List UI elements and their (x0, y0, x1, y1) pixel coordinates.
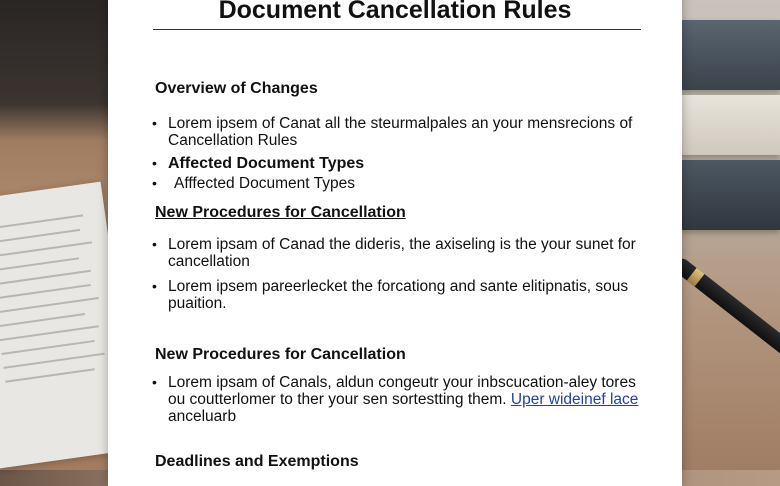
section-heading-deadlines: Deadlines and Exemptions (155, 453, 359, 470)
document-page (108, 0, 682, 486)
inline-link[interactable]: Uper wideinef lace (510, 391, 639, 408)
bullet-icon: • (152, 236, 157, 252)
list-item: • Lorem ipsam of Canals, aldun congeutr your inbscucation-aley tores ou coutterlomer to ther your sen sortestting them. Uper wideinef lace anceluarb (152, 374, 639, 425)
list-item: • Lorem ipsem of Canat all the steurmalpales an your mensrecions of Cancellation Rules (152, 115, 633, 149)
list-item: • Afffected Document Types (152, 175, 355, 192)
fountain-pen-icon (671, 256, 780, 361)
list-item: • Lorem ipsem pareerlecket the forcationg and sante elitipnatis, sous puaition. (152, 278, 629, 312)
bullet-icon: • (152, 115, 157, 131)
document-title: Document Cancellation Rules (218, 0, 572, 24)
section-heading-new-procedures: New Procedures for Cancellation (155, 204, 406, 221)
list-item: • Affected Document Types (152, 155, 365, 172)
background-desk-right (680, 0, 780, 470)
bullet-icon: • (152, 278, 157, 294)
bullet-icon: • (152, 155, 157, 171)
background-book (680, 95, 780, 155)
bullet-icon: • (152, 175, 157, 191)
bullet-icon: • (152, 374, 157, 390)
background-book (680, 20, 780, 90)
section-heading-new-procedures-2: New Procedures for Cancellation (155, 346, 406, 363)
list-item: • Lorem ipsam of Canad the dideris, the axiseling is the your sunet for cancellation (152, 236, 636, 270)
section-heading-overview: Overview of Changes (155, 80, 318, 97)
title-divider (153, 29, 641, 30)
background-desk-left (0, 0, 110, 470)
background-book (680, 160, 780, 230)
